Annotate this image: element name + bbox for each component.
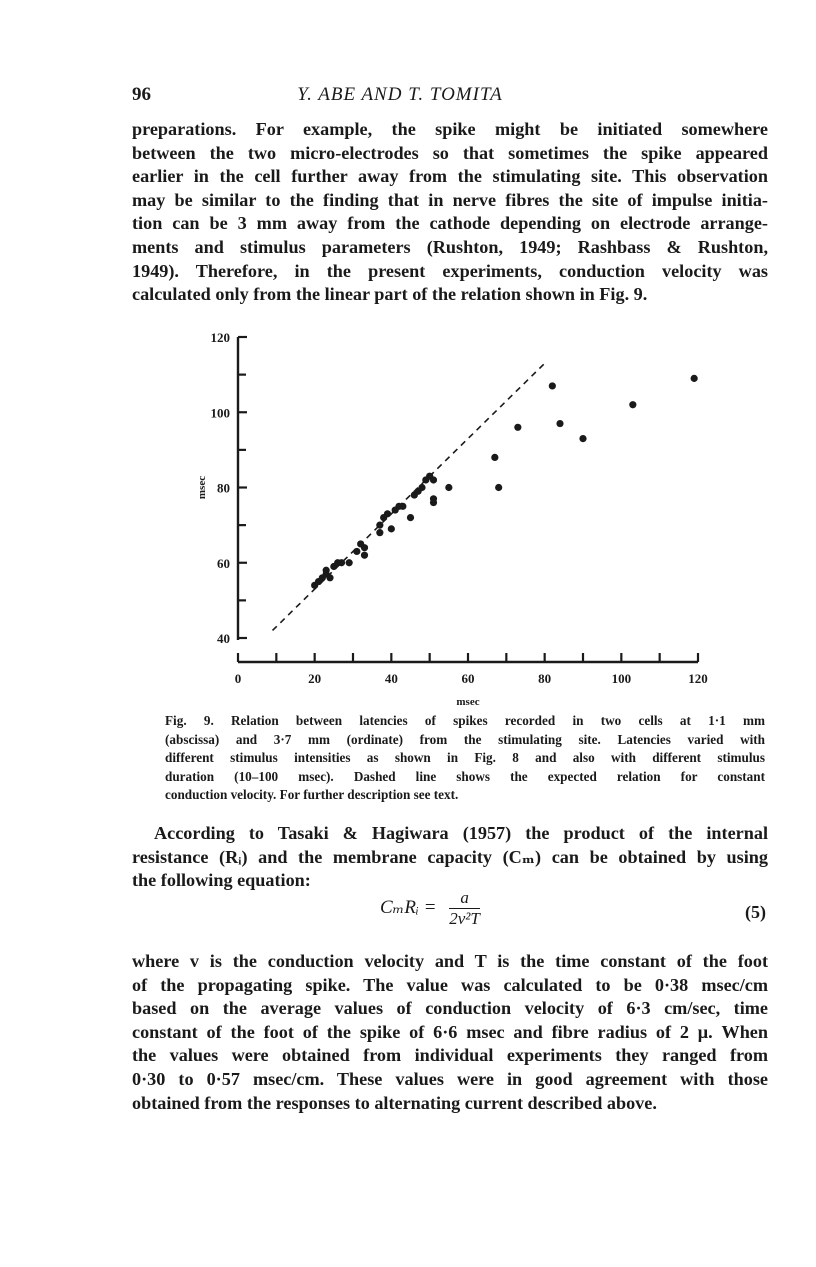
text-line: 1949). Therefore, in the present experiments, conduction velocity was: [132, 260, 768, 281]
equation-5: [380, 888, 480, 929]
data-point: [361, 544, 368, 551]
text-line: the values were obtained from individual experiments they ranged from: [132, 1045, 768, 1066]
x-axis-label: msec: [456, 696, 480, 705]
data-point: [361, 552, 368, 559]
y-tick-label: 60: [217, 555, 230, 571]
text-line: between the two micro-electrodes so that sometimes the spike appeared: [132, 142, 768, 163]
data-point: [430, 499, 437, 506]
figure-9-scatter-plot: [190, 320, 730, 705]
text-line: constant of the foot of the spike of 6·6 msec and fibre radius of 2 μ. When: [132, 1021, 768, 1042]
text-line: obtained from the responses to alternating current described above.: [132, 1092, 657, 1113]
page-number: 96: [132, 84, 151, 105]
data-point: [691, 375, 698, 382]
paragraph-intro: [132, 118, 768, 307]
x-tick-label: 120: [688, 671, 708, 686]
y-axis-label: msec: [196, 475, 208, 500]
data-point: [514, 424, 521, 431]
text-line: may be similar to the finding that in nerve fibres the site of impulse initia-: [132, 189, 768, 210]
text-line: ments and stimulus parameters (Rushton, 1949; Rashbass & Rushton,: [132, 236, 768, 257]
data-point: [376, 522, 383, 529]
x-tick-label: 20: [308, 671, 322, 686]
x-tick-label: 100: [611, 671, 632, 686]
reference-dashed-line: [273, 363, 545, 630]
x-tick-label: 80: [538, 671, 552, 686]
data-point: [430, 476, 437, 483]
caption-line: different stimulus intensities as shown in Fig. 8 and also with different stimulus: [165, 750, 765, 766]
data-point: [549, 382, 556, 389]
caption-line: duration (10–100 msec). Dashed line shows the expected relation for constant: [165, 768, 765, 784]
data-point: [556, 420, 563, 427]
data-point: [418, 484, 425, 491]
data-point: [579, 435, 586, 442]
text-line: the following equation:: [132, 870, 311, 891]
text-line: of the propagating spike. The value was calculated to be 0·38 msec/cm: [132, 974, 768, 995]
chart-axes: [238, 337, 698, 662]
axis-labels: [196, 330, 708, 705]
text-line: tion can be 3 mm away from the cathode depending on electrode arrange-: [132, 213, 768, 234]
dashed-reference-line: [273, 363, 545, 630]
text-line: where v is the conduction velocity and T is the time constant of the foot: [132, 951, 768, 971]
data-point: [629, 401, 636, 408]
data-point: [491, 454, 498, 461]
text-line: According to Tasaki & Hagiwara (1957) the product of the internal: [154, 823, 768, 843]
caption-line: conduction velocity. For further description see text.: [165, 787, 459, 803]
data-points: [311, 375, 698, 589]
equation-numerator: a: [449, 888, 480, 909]
data-point: [376, 529, 383, 536]
x-tick-label: 60: [461, 671, 475, 686]
text-line: 0·30 to 0·57 msec/cm. These values were in good agreement with those: [132, 1068, 768, 1089]
equation-fraction: [449, 888, 480, 929]
x-tick-label: 0: [234, 671, 242, 686]
data-point: [407, 514, 414, 521]
data-point: [353, 548, 360, 555]
data-point: [399, 503, 406, 510]
figure-caption: [165, 712, 765, 805]
equation-denominator: 2v²T: [449, 909, 480, 928]
caption-line: Fig. 9. Relation between latencies of spikes recorded in two cells at 1·1 mm: [165, 713, 765, 728]
data-point: [384, 510, 391, 517]
data-point: [326, 574, 333, 581]
equation-number: (5): [745, 902, 766, 922]
data-point: [495, 484, 502, 491]
paragraph-results: [132, 950, 768, 1115]
paragraph-equation-intro: [132, 822, 768, 893]
text-line: resistance (Rᵢ) and the membrane capacity (Cₘ) can be obtained by using: [132, 846, 768, 867]
x-tick-label: 40: [384, 671, 398, 686]
running-head: Y. ABE AND T. TOMITA: [297, 84, 503, 105]
data-point: [445, 484, 452, 491]
page-header: [132, 84, 668, 108]
equation-lhs: CₘRᵢ =: [380, 896, 437, 918]
y-tick-label: 100: [210, 405, 230, 421]
data-point: [338, 559, 345, 566]
text-line: calculated only from the linear part of the relation shown in Fig. 9.: [132, 284, 648, 305]
y-tick-label: 80: [217, 480, 230, 496]
y-tick-label: 40: [217, 631, 230, 646]
text-line: preparations. For example, the spike might be initiated somewhere: [132, 119, 768, 139]
data-point: [346, 559, 353, 566]
text-line: earlier in the cell further away from the stimulating site. This observation: [132, 166, 768, 187]
y-tick-label: 120: [210, 330, 230, 345]
text-line: based on the average values of conduction velocity of 6·3 cm/sec, time: [132, 998, 768, 1019]
data-point: [323, 567, 330, 574]
caption-line: (abscissa) and 3·7 mm (ordinate) from the stimulating site. Latencies varied with: [165, 731, 765, 747]
data-point: [388, 525, 395, 532]
